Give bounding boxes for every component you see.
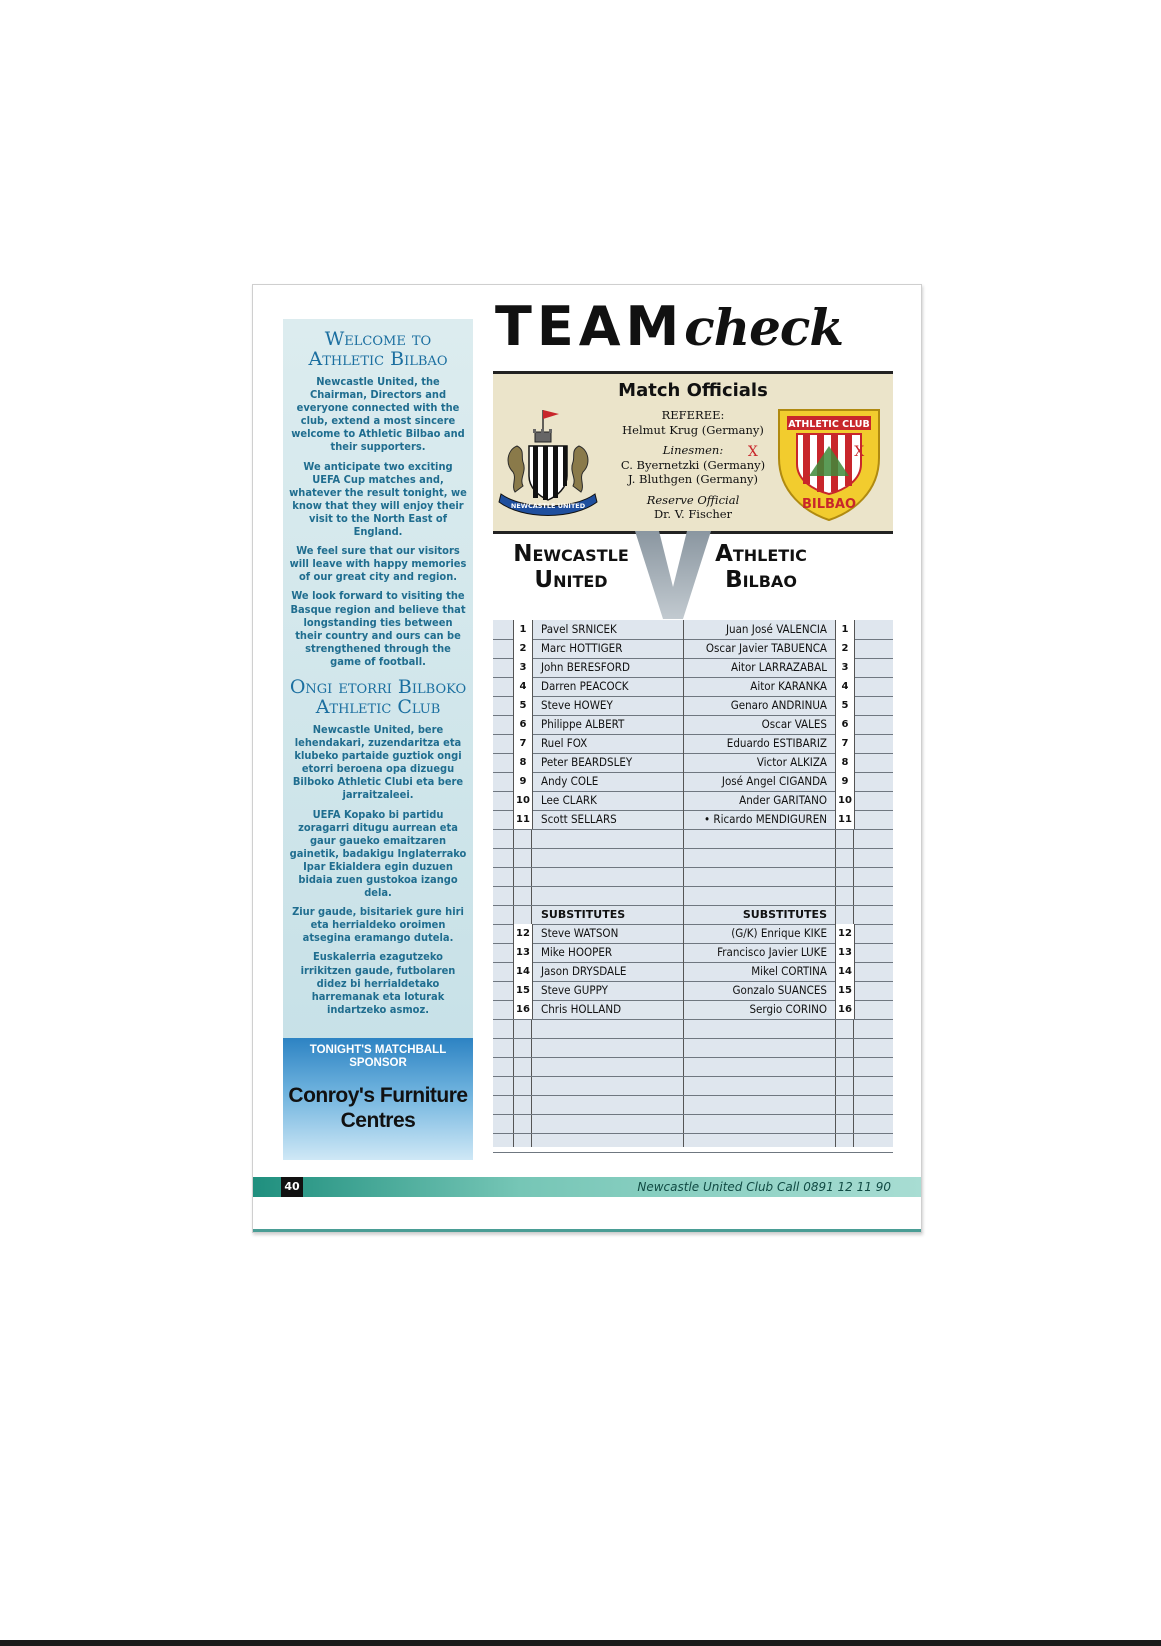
blank-row (493, 848, 893, 868)
away-shirt-number: 10 (835, 791, 855, 810)
lineup-row (493, 677, 893, 697)
away-player: Francisco Javier LUKE (683, 943, 833, 962)
welcome-paragraph-basque: UEFA Kopako bi partidu zoragarri ditugu aurrean eta gaur gaueko emaitzaren gainetik, badakigu Inglaterrako Ipar Ekialdera egin duzuen bidaia zuen gustokoa izango dela. (289, 807, 467, 900)
crest-letters-text: X X (747, 444, 911, 460)
home-shirt-number: 2 (513, 639, 533, 658)
welcome-paragraph: We feel sure that our visitors will leave with happy memories of our great city and region. (289, 544, 467, 584)
away-player: Oscar VALES (683, 715, 833, 734)
crest-bottom-text: BILBAO (801, 497, 857, 512)
home-shirt-number: 10 (513, 791, 533, 810)
home-player: Scott SELLARS (541, 812, 617, 826)
blank-row (493, 886, 893, 906)
home-player: Philippe ALBERT (541, 717, 625, 731)
athletic-bilbao-crest-icon (747, 406, 911, 522)
home-shirt-number: 4 (513, 677, 533, 696)
reserve-official-label: Reserve Official (646, 492, 740, 507)
away-player: Juan José VALENCIA (683, 620, 833, 639)
lineup-row (493, 810, 893, 830)
away-shirt-number: 9 (835, 772, 855, 791)
home-player: Mike HOOPER (541, 945, 613, 959)
sponsor-name: Conroy's Furniture Centres (288, 1084, 468, 1132)
home-player: Peter BEARDSLEY (541, 755, 633, 769)
lineup-row (493, 1000, 893, 1020)
away-player: Oscar Javier TABUENCA (683, 639, 833, 658)
welcome-paragraph: We look forward to visiting the Basque region and believe that longstanding ties between their country and ours can be strengthened through the game of football. (290, 589, 466, 668)
linesmen-label: Linesmen: (662, 443, 724, 457)
away-subs-label: SUBSTITUTES (683, 905, 833, 924)
home-shirt-number: 5 (513, 696, 533, 715)
welcome-paragraph-basque: Ziur gaude, bisitariek gure hiri eta herrialdeko oroimen atsegina eramango dutela. (292, 905, 464, 945)
referee-name: Helmut Krug (Germany) (622, 422, 764, 437)
away-shirt-number: 3 (835, 658, 855, 677)
home-shirt-number: 16 (513, 1000, 533, 1019)
lineup-row (493, 658, 893, 678)
team-sheet (493, 620, 893, 1147)
away-team-line: Athletic (715, 541, 807, 567)
blank-row (493, 867, 893, 887)
page-number: 40 (281, 1177, 303, 1197)
home-shirt-number: 12 (513, 924, 533, 943)
blank-row (493, 829, 893, 849)
welcome-heading-basque: Ongi etorri Bilboko Athletic Club (289, 675, 467, 718)
referee-label: REFEREE: (661, 408, 725, 422)
away-player: Ander GARITANO (683, 791, 833, 810)
blank-row (493, 1076, 893, 1096)
home-shirt-number: 7 (513, 734, 533, 753)
home-shirt-number: 11 (513, 810, 533, 829)
away-shirt-number: 12 (835, 924, 855, 943)
away-shirt-number: 6 (835, 715, 855, 734)
home-player: Pavel SRNICEK (541, 622, 617, 636)
away-shirt-number: 7 (835, 734, 855, 753)
away-player: Gonzalo SUANCES (683, 981, 833, 1000)
home-player: Ruel FOX (541, 736, 588, 750)
home-shirt-number: 8 (513, 753, 533, 772)
lineup-row (493, 753, 893, 773)
home-team-line: Newcastle (513, 541, 629, 567)
home-shirt-number: 1 (513, 620, 533, 639)
home-player: Andy COLE (541, 774, 599, 788)
away-shirt-number: 5 (835, 696, 855, 715)
newcastle-crest-icon (493, 402, 603, 520)
away-shirt-number: 4 (835, 677, 855, 696)
blank-row (493, 1057, 893, 1077)
home-player: Steve GUPPY (541, 983, 608, 997)
away-shirt-number: 8 (835, 753, 855, 772)
lineup-row (493, 696, 893, 716)
home-shirt-number: 3 (513, 658, 533, 677)
title-check: check (684, 298, 843, 357)
away-shirt-number: 2 (835, 639, 855, 658)
lineup-row (493, 772, 893, 792)
away-player: José Angel CIGANDA (683, 772, 833, 791)
blank-row (493, 1095, 893, 1115)
home-player: Steve HOWEY (541, 698, 613, 712)
crest-banner-text: ATHLETIC CLUB (788, 419, 870, 430)
away-shirt-number: 15 (835, 981, 855, 1000)
away-player: Sergio CORINO (683, 1000, 833, 1019)
programme-page (252, 284, 922, 1233)
away-shirt-number: 1 (835, 620, 855, 639)
sponsor-label: TONIGHT'S MATCHBALL SPONSOR (309, 1044, 447, 1069)
away-team-name (701, 541, 821, 593)
away-shirt-number: 16 (835, 1000, 855, 1019)
lineup-row (493, 620, 893, 640)
away-player: Mikel CORTINA (683, 962, 833, 981)
versus-text: V (672, 568, 674, 570)
home-shirt-number: 14 (513, 962, 533, 981)
home-shirt-number: 15 (513, 981, 533, 1000)
away-shirt-number: 14 (835, 962, 855, 981)
home-shirt-number: 9 (513, 772, 533, 791)
welcome-heading-english: Welcome to Athletic Bilbao (308, 328, 448, 370)
linesman-name: C. Byernetzki (Germany) (620, 457, 766, 472)
away-player: (G/K) Enrique KIKE (683, 924, 833, 943)
away-player: • Ricardo MENDIGUREN (683, 810, 833, 829)
home-player: Steve WATSON (541, 926, 619, 940)
home-team-line: United (534, 567, 608, 593)
blank-row (493, 1133, 893, 1153)
blank-row (493, 1114, 893, 1134)
linesman-name: J. Bluthgen (Germany) (628, 472, 758, 486)
lineup-row (493, 924, 893, 944)
home-player: John BERESFORD (541, 660, 630, 674)
welcome-paragraph: Newcastle United, the Chairman, Directors and everyone connected with the club, extend a most sincere welcome to Athletic Bilbao and their supporters. (291, 375, 465, 454)
welcome-paragraph-basque: Euskalerria ezagutzeko irrikitzen gaude, futbolaren didez bi herrialdetako harremanak eta loturak indartzeko asmoz. (300, 950, 456, 1016)
lineup-row (493, 981, 893, 1001)
home-team-name (501, 541, 641, 593)
home-player: Chris HOLLAND (541, 1002, 622, 1016)
club-call-line: Newcastle United Club Call 0891 12 11 90 (637, 1180, 891, 1194)
home-player: Jason DRYSDALE (541, 964, 627, 978)
lineup-row (493, 962, 893, 982)
crest-ribbon-text: NEWCASTLE UNITED (510, 502, 586, 510)
home-player: Lee CLARK (541, 793, 597, 807)
scan-edge (0, 1640, 1161, 1646)
welcome-panel (283, 319, 473, 1160)
lineup-row (493, 639, 893, 659)
officials-list (588, 408, 798, 522)
title-team: TEAM (495, 295, 685, 358)
welcome-paragraph: We anticipate two exciting UEFA Cup matches and, whatever the result tonight, we know that they will enjoy their visit to the North East of England. (289, 459, 467, 539)
welcome-paragraph-basque: Newcastle United, bere lehendakari, zuzendaritza eta klubeko partaide guztiok ongi etorri beroena opa dizuegu Bilboko Athletic Clubi eta bere jarraitzaleei. (292, 722, 464, 802)
blank-row (493, 1019, 893, 1039)
match-officials-panel (493, 371, 911, 534)
away-player: Genaro ANDRINUA (683, 696, 833, 715)
away-shirt-number: 11 (835, 810, 855, 829)
home-player: Marc HOTTIGER (541, 641, 623, 655)
away-player: Eduardo ESTIBARIZ (683, 734, 833, 753)
home-shirt-number: 6 (513, 715, 533, 734)
blank-row (493, 1038, 893, 1058)
home-player: Darren PEACOCK (541, 679, 629, 693)
page-bottom-rule (253, 1229, 921, 1232)
home-shirt-number: 13 (513, 943, 533, 962)
lineup-row (493, 734, 893, 754)
page-title (495, 297, 895, 357)
matchball-sponsor-box (283, 1038, 473, 1160)
home-subs-label: SUBSTITUTES (541, 908, 626, 921)
reserve-official-name: Dr. V. Fischer (653, 507, 733, 521)
substitutes-header-row (493, 905, 893, 925)
away-shirt-number: 13 (835, 943, 855, 962)
lineup-row (493, 791, 893, 811)
away-player: Aitor KARANKA (683, 677, 833, 696)
lineup-row (493, 943, 893, 963)
officials-heading: Match Officials (618, 380, 768, 401)
away-player: Victor ALKIZA (683, 753, 833, 772)
away-team-line: Bilbao (725, 567, 797, 593)
lineup-row (493, 715, 893, 735)
away-player: Aitor LARRAZABAL (683, 658, 833, 677)
